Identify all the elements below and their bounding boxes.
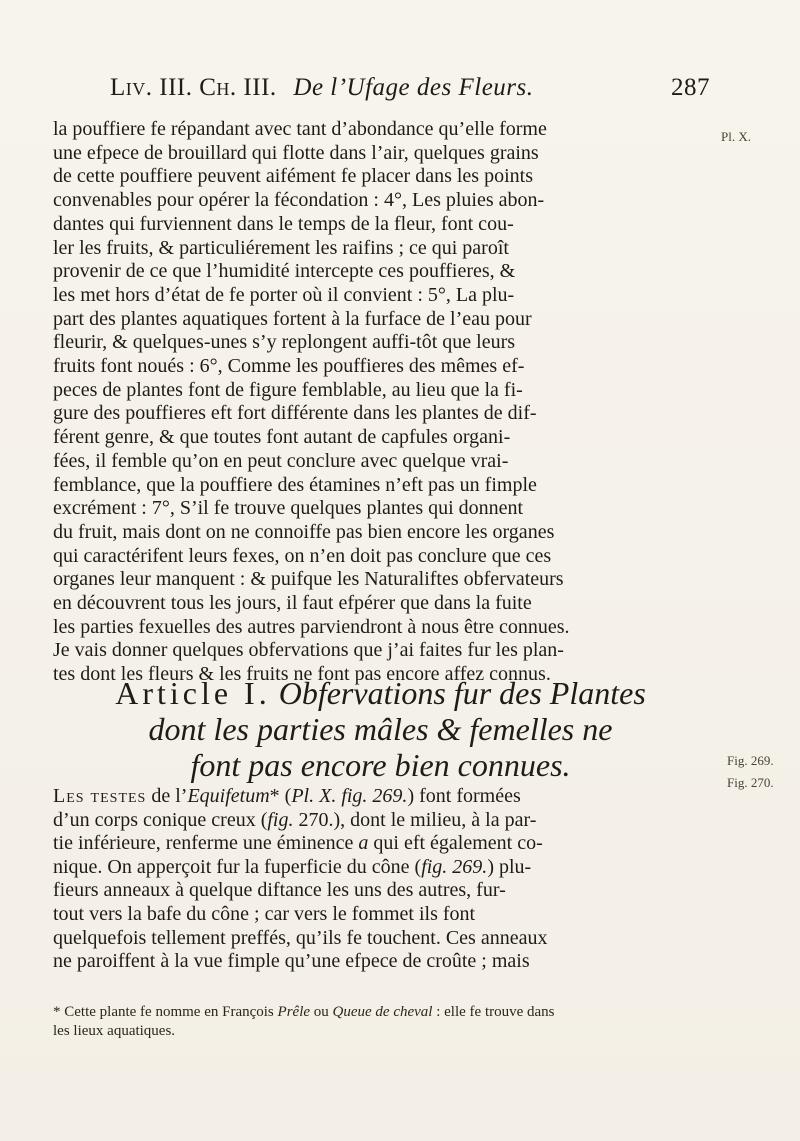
text-line — [53, 785, 708, 809]
text-line — [53, 832, 708, 856]
text-line: fleurir, & quelques-unes s’y replongent auffi-tôt que leurs — [53, 331, 516, 354]
text-line: fieurs anneaux à quelque diftance les uns des autres, fur- — [53, 879, 506, 902]
text-line: les parties fexuelles des autres parviendront à nous être connues. — [53, 615, 570, 638]
margin-note-plate: Pl. X. — [721, 129, 751, 144]
text-run: * Cette plante fe nomme en François — [53, 1004, 278, 1020]
text-line: convenables pour opérer la fécondation : 4°, Les pluies abon- — [53, 189, 545, 212]
text-line: part des plantes aquatiques fortent à la furface de l’eau pour — [53, 307, 532, 330]
text-line: organes leur manquent : & puifque les Naturaliftes obfervateurs — [53, 568, 564, 591]
text-line: quelquefois tellement preffés, qu’ils fe touchent. Ces anneaux — [53, 926, 548, 949]
text-line: provenir de ce que l’humidité intercepte ces pouffieres, & — [53, 260, 516, 283]
text-run: 270.), dont le milieu, à la par- — [293, 808, 537, 831]
text-line: tes dont les fleurs & les fruits ne font pas encore affez connus. — [53, 663, 551, 686]
text-run: tie inférieure, renferme une éminence — [53, 832, 359, 855]
text-line: une efpece de brouillard qui flotte dans l’air, quelques grains — [53, 141, 539, 164]
text-run: qui eft également co- — [368, 832, 543, 855]
page-number: 287 — [671, 74, 710, 101]
figure-reference: fig. 269. — [421, 855, 488, 878]
text-line: gure des pouffieres eft fort différente dans les plantes de dif- — [53, 402, 537, 425]
text-run: nique. On apperçoit fur la fuperficie du cône ( — [53, 855, 422, 878]
footnote-line: les lieux aquatiques. — [53, 1023, 176, 1039]
header-book-chapter: Liv. III. Ch. III. — [110, 74, 277, 101]
text-line: du fruit, mais dont on ne connoiffe pas bien encore les organes — [53, 520, 555, 543]
text-run: ou — [310, 1004, 333, 1020]
text-line: en découvrent tous les jours, il faut efpérer que dans la fuite — [53, 592, 532, 615]
text-line: femblance, que la pouffiere des étamines n’eft pas un fimple — [53, 473, 537, 496]
article-title-part-3: font pas encore bien connues. — [190, 747, 571, 783]
article-label: Article I. — [115, 675, 271, 711]
article-title-part-2: dont les parties mâles & femelles ne — [148, 711, 613, 747]
text-run: ) plu- — [487, 855, 532, 878]
header-title: De l’Ufage des Fleurs. — [293, 74, 534, 101]
text-line: de cette pouffiere peuvent aifément fe placer dans les points — [53, 165, 533, 188]
text-line: Je vais donner quelques obfervations que j’ai faites fur les plan- — [53, 639, 564, 662]
section-paragraph — [53, 785, 708, 974]
text-line — [53, 809, 708, 833]
text-run: de l’ — [151, 785, 188, 807]
text-line: dantes qui furviennent dans le temps de la fleur, font cou- — [53, 212, 514, 235]
text-line: les met hors d’état de fe porter où il convient : 5°, La plu- — [53, 283, 515, 306]
plant-name: Prêle — [277, 1004, 311, 1020]
figure-reference: Pl. X. fig. 269. — [291, 785, 408, 807]
article-title-part-1: Obfervations fur des Plantes — [278, 675, 646, 711]
text-line: férent genre, & que toutes font autant de capfules organi- — [53, 426, 511, 449]
text-line: qui caractérifent leurs fexes, on n’en doit pas conclure que ces — [53, 544, 552, 567]
article-heading-line-1 — [53, 675, 708, 711]
species-name: Equifetum — [187, 785, 270, 807]
text-line: ne paroiffent à la vue fimple qu’une efpece de croûte ; mais — [53, 950, 530, 973]
margin-note-fig-270: Fig. 270. — [727, 775, 774, 790]
text-line: excrément : 7°, S’il fe trouve quelques plantes qui donnent — [53, 497, 524, 520]
figure-reference: fig. — [267, 808, 294, 831]
text-line: ler les fruits, & particuliérement les raifins ; ce qui paroît — [53, 236, 509, 259]
footnote — [53, 1003, 708, 1041]
text-line: la pouffiere fe répandant avec tant d’abondance qu’elle forme — [53, 118, 547, 140]
running-header — [110, 74, 710, 102]
text-run: : elle fe trouve dans — [432, 1004, 555, 1020]
text-line: fruits font noués : 6°, Comme les pouffieres des mêmes ef- — [53, 355, 525, 378]
text-line: fées, il femble qu’on en peut conclure avec quelque vrai- — [53, 449, 509, 472]
text-run: d’un corps conique creux ( — [53, 808, 268, 831]
text-line — [53, 856, 708, 880]
margin-note-fig-269: Fig. 269. — [727, 753, 774, 768]
text-run: * ( — [269, 785, 292, 807]
text-line: peces de plantes font de figure femblable, au lieu que la fi- — [53, 378, 523, 401]
text-line: tout vers la bafe du cône ; car vers le fommet ils font — [53, 902, 476, 925]
figure-letter: a — [358, 832, 369, 855]
footnote-line — [53, 1003, 708, 1022]
plant-name: Queue de cheval — [332, 1004, 433, 1020]
text-run: ) font formées — [407, 785, 521, 807]
body-paragraph — [53, 118, 708, 687]
article-heading — [53, 675, 708, 783]
lead-words: Les testes — [53, 785, 147, 807]
